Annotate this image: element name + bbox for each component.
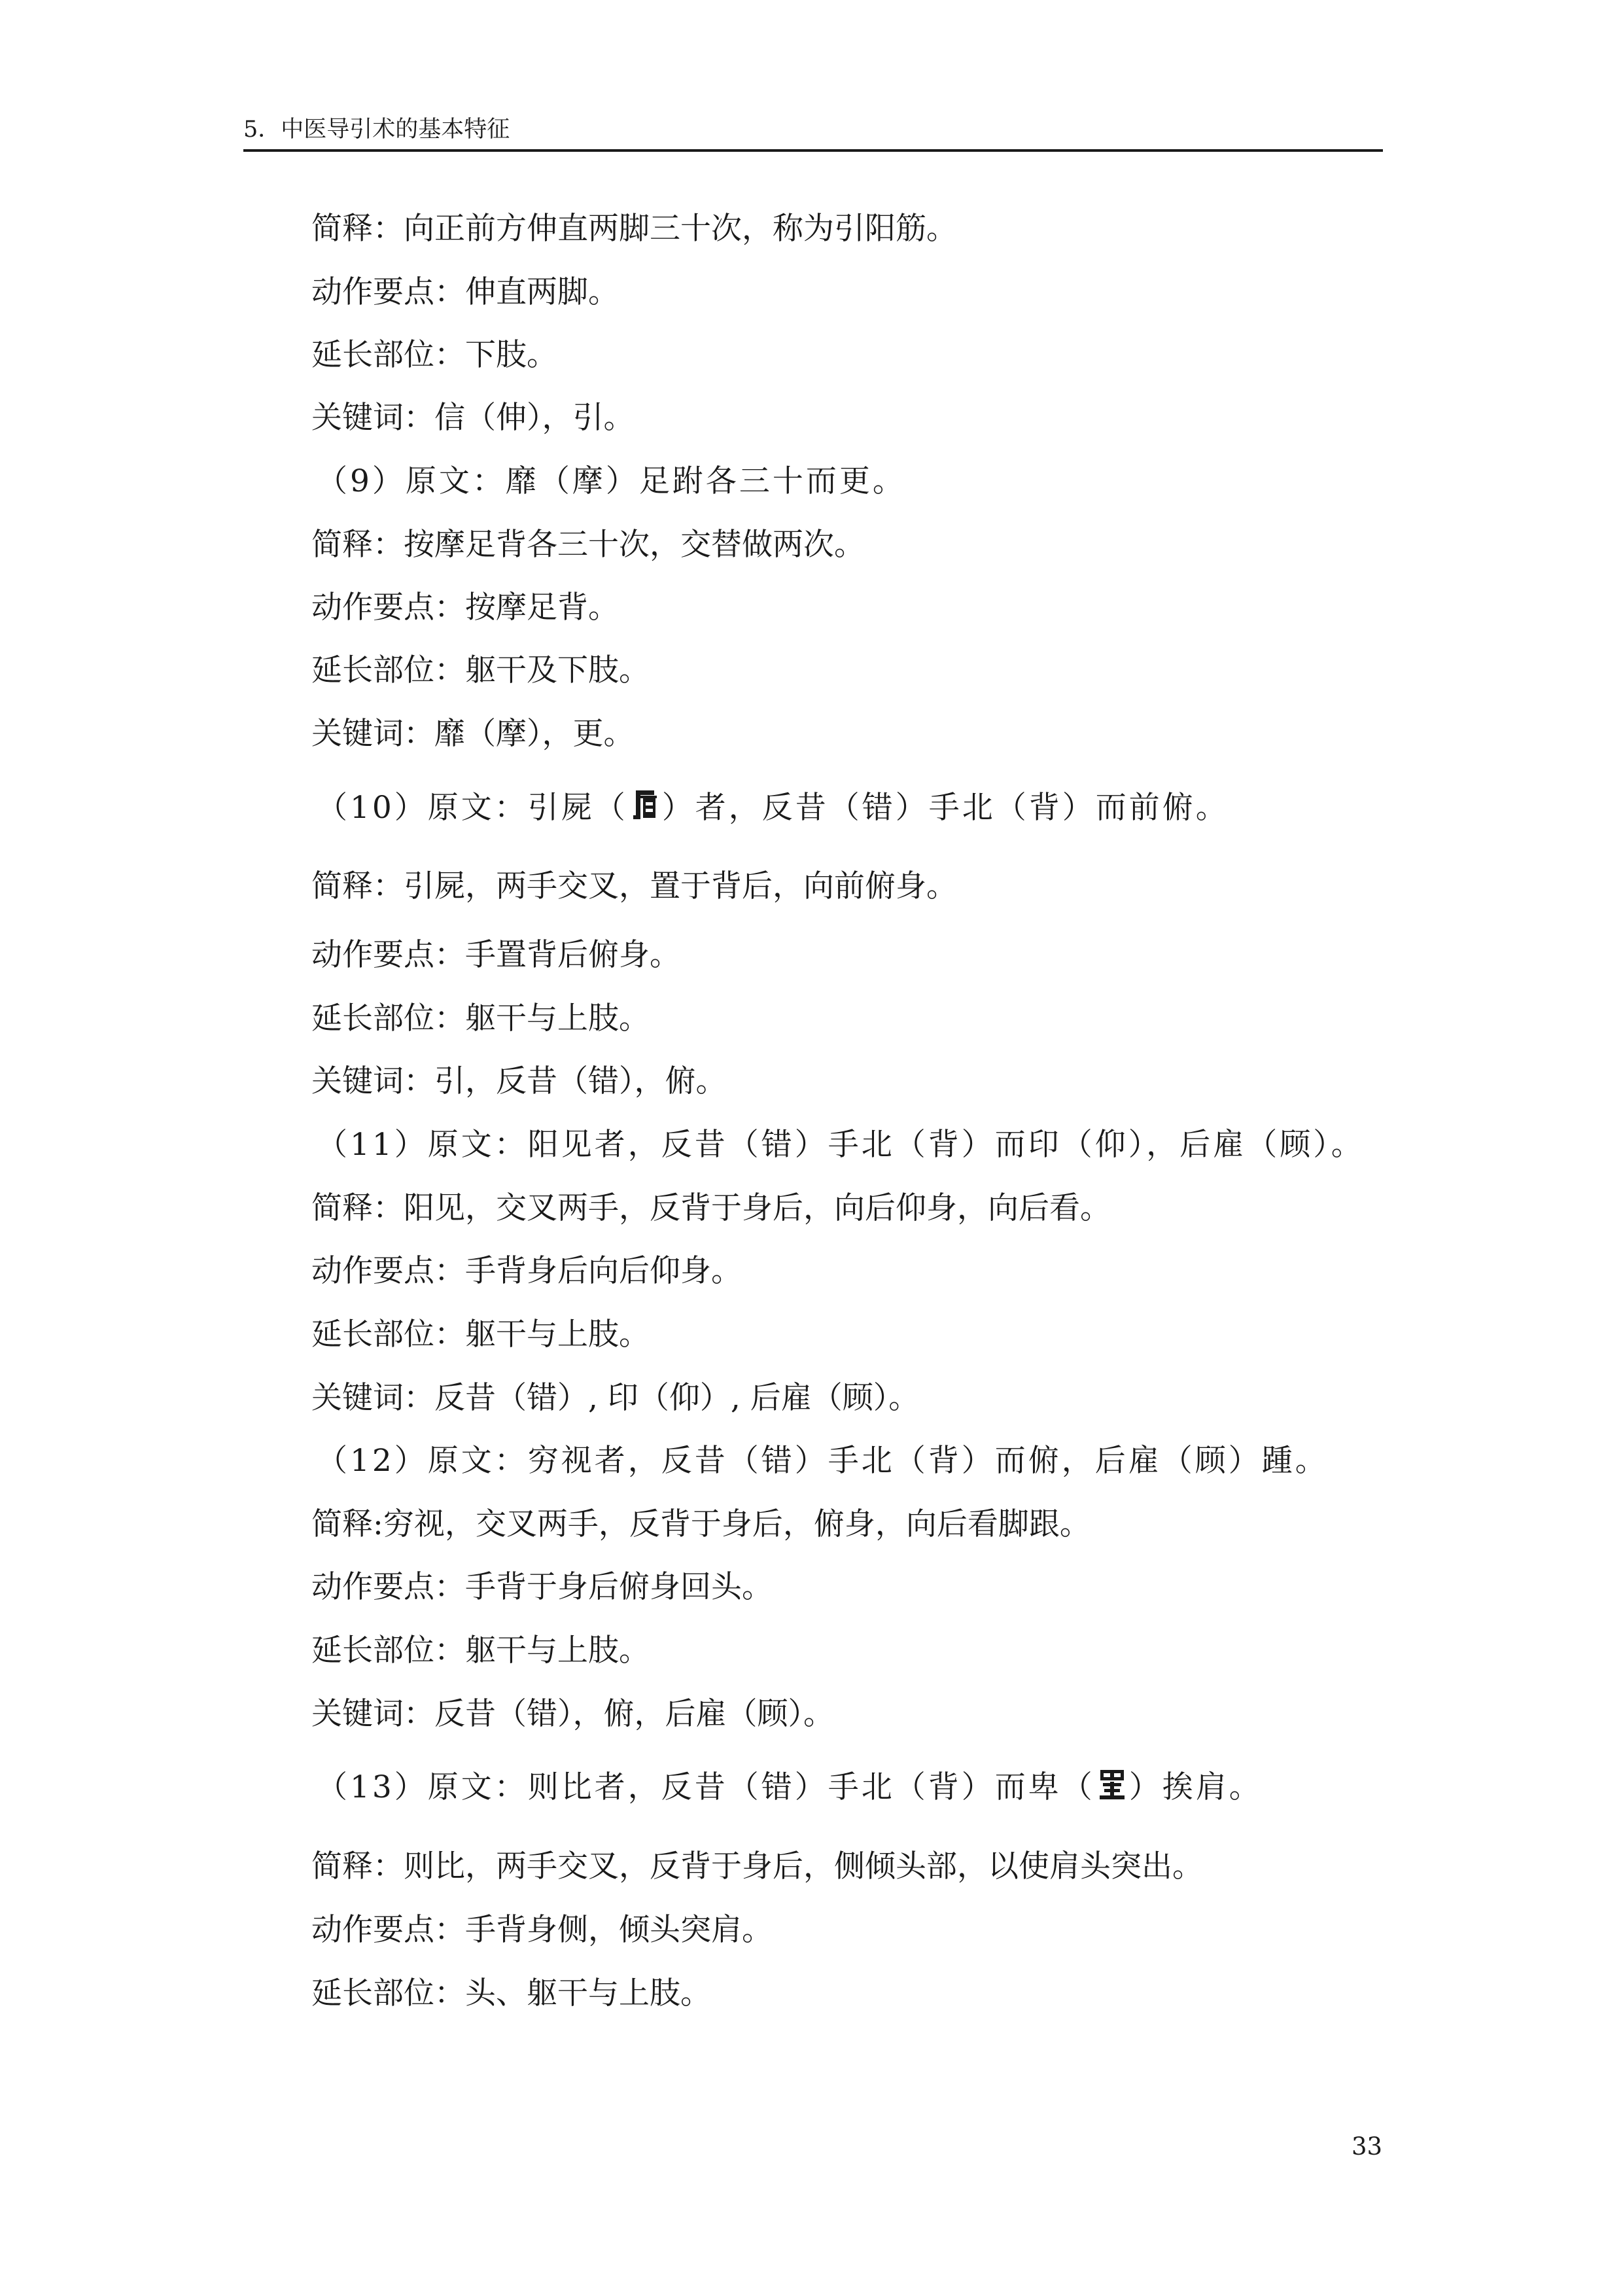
- source-text-before: （10）原文：引屍（: [317, 790, 628, 826]
- rare-character-glyph-icon: [1098, 1767, 1126, 1801]
- text-line: 动作要点：伸直两脚。: [311, 274, 619, 310]
- text-line: 动作要点：按摩足背。: [311, 590, 619, 626]
- text-line: 延长部位：躯干与上肢。: [311, 1633, 650, 1669]
- text-line: 关键词：信（伸），引。: [311, 400, 635, 436]
- text-line: 动作要点：手置背后俯身。: [311, 937, 680, 973]
- text-line: 延长部位：下肢。: [311, 337, 557, 373]
- text-line: 关键词：引，反昔（错），俯。: [311, 1063, 727, 1099]
- text-line: 简释：引屍，两手交叉，置于背后，向前俯身。: [311, 868, 957, 904]
- text-line: 关键词：靡（摩），更。: [311, 716, 635, 752]
- source-text-after: ）者，反昔（错）手北（背）而前俯。: [661, 790, 1229, 826]
- text-line: 简释：按摩足背各三十次，交替做两次。: [311, 527, 865, 563]
- text-line: 动作要点：手背身侧，倾头突肩。: [311, 1912, 773, 1948]
- text-line: 简释：阳见，交叉两手，反背于身后，向后仰身，向后看。: [311, 1190, 1111, 1226]
- page-number: 33: [1352, 2132, 1383, 2161]
- text-line: 关键词：反昔（错），俯，后雇（顾）。: [311, 1696, 834, 1732]
- source-text-before: （13）原文：则比者，反昔（错）手北（背）而卑（: [317, 1769, 1095, 1805]
- text-line: 动作要点：手背于身后俯身回头。: [311, 1569, 773, 1605]
- text-line: 简释：向正前方伸直两脚三十次，称为引阳筋。: [311, 211, 957, 247]
- text-line: 动作要点：手背身后向后仰身。: [311, 1253, 742, 1289]
- running-header: 5．中医导引术的基本特征: [243, 116, 510, 143]
- text-line: 简释:穷视，交叉两手，反背于身后，俯身，向后看脚跟。: [311, 1506, 1091, 1542]
- source-text-after: ）挨肩。: [1128, 1769, 1263, 1805]
- text-line: 延长部位：躯干与上肢。: [311, 1316, 650, 1352]
- source-text-line: [317, 1767, 1263, 1807]
- source-text-line: （12）原文：穷视者，反昔（错）手北（背）而俯，后雇（顾）踵。: [317, 1443, 1329, 1479]
- text-line: 简释：则比，两手交叉，反背于身后，侧倾头部，以使肩头突出。: [311, 1848, 1203, 1884]
- source-text-line: （11）原文：阳见者，反昔（错）手北（背）而印（仰），后雇（顾）。: [317, 1127, 1365, 1163]
- text-line: 关键词：反昔（错）, 印（仰）, 后雇（顾）。: [311, 1380, 920, 1416]
- source-text-line: （9）原文：靡（摩）足跗各三十而更。: [317, 463, 906, 499]
- rare-character-glyph-icon: [631, 788, 659, 822]
- text-line: 延长部位：头、躯干与上肢。: [311, 1975, 711, 2011]
- text-line: 延长部位：躯干与上肢。: [311, 1000, 650, 1036]
- text-line: 延长部位：躯干及下肢。: [311, 652, 650, 688]
- source-text-line: [317, 788, 1229, 828]
